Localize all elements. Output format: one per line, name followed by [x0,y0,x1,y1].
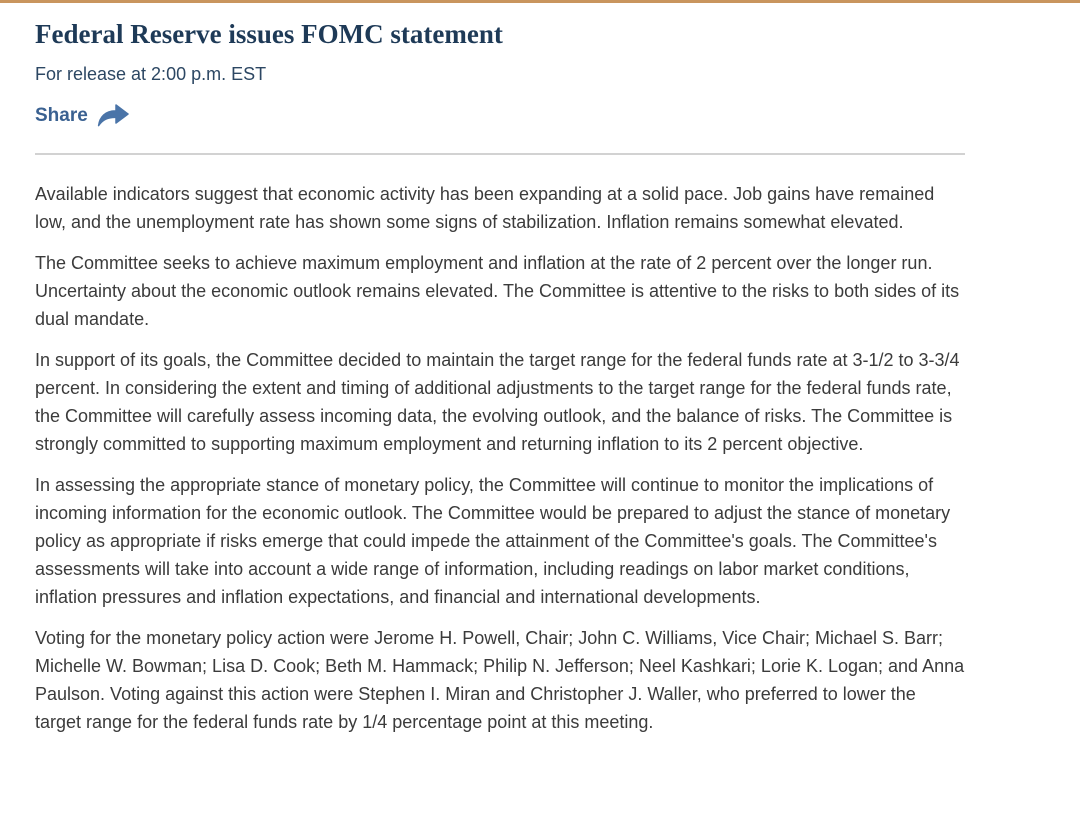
share-button[interactable] [35,104,129,128]
top-accent-bar [0,0,1080,3]
statement-paragraph-2: The Committee seeks to achieve maximum employment and inflation at the rate of 2 percent over the longer run. Uncertainty about the economic outlook remains elevated. The Committee is attentive to the risks to both sides of its dual mandate. [35,253,960,329]
statement-body [35,180,965,736]
header-divider [35,153,965,155]
statement-paragraph-1: Available indicators suggest that economic activity has been expanding at a solid pace. Job gains have remained low, and the unemployment rate has shown some signs of stabilization. Inflation remains somewhat elevated. [35,184,935,232]
statement-paragraph-5: Voting for the monetary policy action were Jerome H. Powell, Chair; John C. Williams, Vice Chair; Michael S. Barr; Michelle W. Bowman; Lisa D. Cook; Beth M. Hammack; Philip N. Jefferson; Neel Kashkari; Lorie K. Logan; and Anna Paulson. Voting against this action were Stephen I. Miran and Christopher J. Waller, who preferred to lower the target range for the federal funds rate by 1/4 percentage point at this meeting. [35,628,965,732]
share-row [35,104,965,128]
statement-paragraph-3: In support of its goals, the Committee decided to maintain the target range for the federal funds rate at 3-1/2 to 3-3/4 percent. In considering the extent and timing of additional adjustments to the target range for the federal funds rate, the Committee will carefully assess incoming data, the evolving outlook, and the balance of risks. The Committee is strongly committed to supporting maximum employment and returning inflation to its 2 percent objective. [35,350,960,454]
share-button-label: Share [35,105,88,126]
statement-paragraph-4: In assessing the appropriate stance of monetary policy, the Committee will continue to monitor the implications of incoming information for the economic outlook. The Committee would be prepared to adjust the stance of monetary policy as appropriate if risks emerge that could impede the attainment of the Committee's goals. The Committee's assessments will take into account a wide range of information, including readings on labor market conditions, inflation pressures and inflation expectations, and financial and international developments. [35,475,951,607]
page-title: Federal Reserve issues FOMC statement [35,19,503,49]
release-time-line: For release at 2:00 p.m. EST [35,64,267,84]
share-forward-arrow-icon [97,104,129,128]
press-release-page [35,17,965,736]
